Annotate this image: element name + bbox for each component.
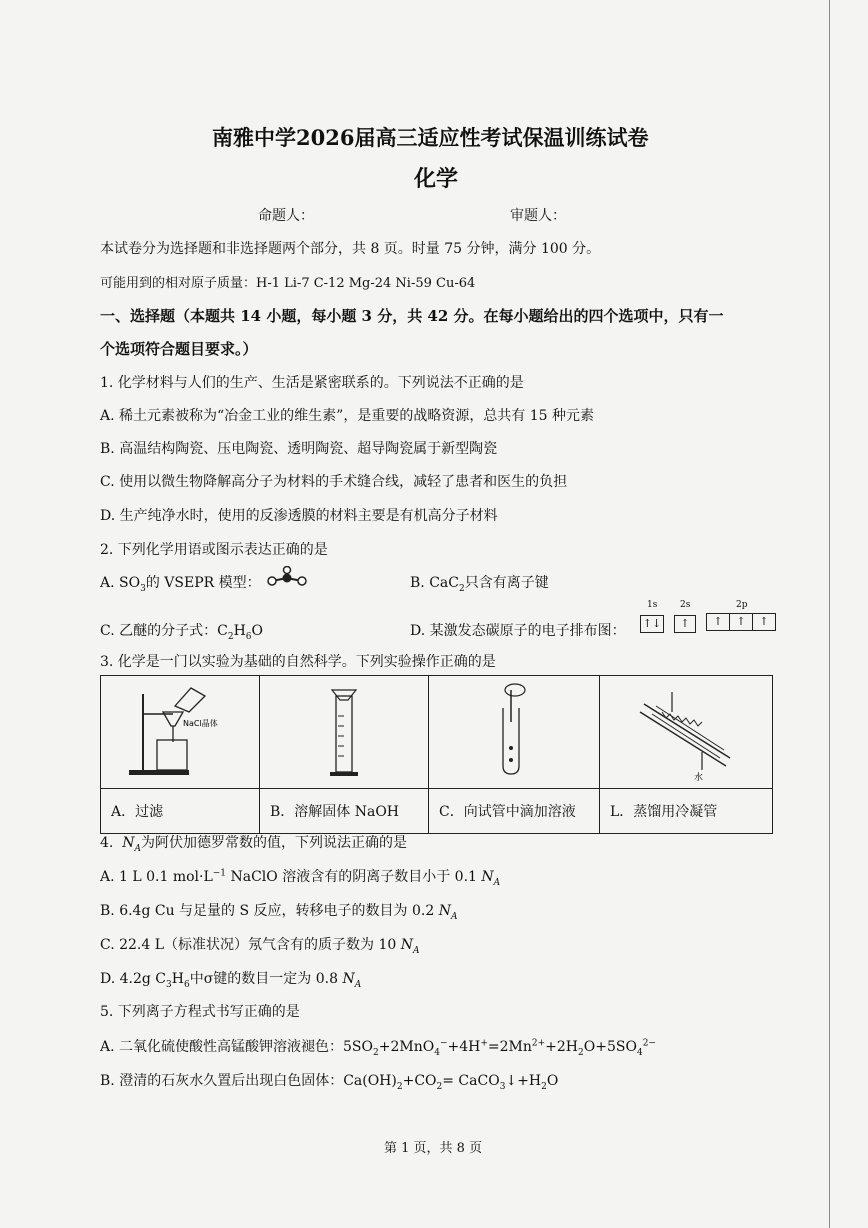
orbital-diagram (640, 600, 785, 640)
q5-option-a: A. 二氧化硫使酸性高锰酸钾溶液褪色：$5SO_2+2MnO_4^-+4H^+=2Mn^{2+}+2H_2O+5SO_4^{2-}$ (100, 1038, 656, 1058)
q4-option-d: D. 4.2g $C_3H_6$中σ键的数目一定为 0.8 $N_A$ (100, 971, 362, 990)
q1-option-c: C. 使用以微生物降解高分子为材料的手术缝合线，减轻了患者和医生的负担 (100, 474, 568, 490)
exam-title: 南雅中学2026届高三适应性考试保温训练试卷 (212, 125, 649, 150)
graduated-cylinder-icon (260, 676, 428, 784)
experiment-c-image (429, 676, 600, 789)
experiment-b-caption: B．溶解固体 NaOH (260, 789, 429, 834)
q5-stem: 5. 下列离子方程式书写正确的是 (100, 1004, 300, 1020)
q4-stem: 4. $N_A$为阿伏加德罗常数的值，下列说法正确的是 (100, 835, 408, 854)
atomic-mass-line: 可能用到的相对原子质量：H-1 Li-7 C-12 Mg-24 Ni-59 Cu-64 (100, 276, 476, 291)
water-label: 水 (694, 773, 704, 783)
q5-option-b: B. 澄清的石灰水久置后出现白色固体：$Ca(OH)_2+CO_2=$ $CaCO_3↓+H_2O$ (100, 1073, 559, 1092)
q2-stem: 2. 下列化学用语或图示表达正确的是 (100, 542, 328, 558)
q4-option-c: C. 22.4 L（标准状况）氖气含有的质子数为 10 $N_A$ (100, 937, 420, 956)
orbital-label-2s: 2s (680, 600, 691, 610)
orbital-box-2s: ↑ (674, 615, 696, 633)
subject-title: 化学 (414, 166, 459, 192)
q1-option-d: D. 生产纯净水时，使用的反渗透膜的材料主要是有机高分子材料 (100, 508, 498, 524)
q3-stem: 3. 化学是一门以实验为基础的自然科学。下列实验操作正确的是 (100, 654, 496, 670)
experiment-d-image (600, 676, 773, 789)
q2-option-b: B. CaC$_2$只含有离子键 (410, 575, 549, 594)
filtration-apparatus-icon (101, 676, 259, 784)
naci-crystal-label: NaCl晶体 (183, 719, 218, 728)
orbital-box-2p-1: ↑ (706, 613, 730, 631)
section-heading: 一、选择题（本题共 14 小题，每小题 3 分，共 42 分。在每小题给出的四个选项中，只有一 (100, 307, 724, 325)
experiment-d-caption: L．蒸馏用冷凝管 (600, 789, 773, 834)
orbital-box-2p-3: ↑ (753, 613, 776, 631)
vsepr-model-icon (264, 566, 310, 588)
section-heading-cont: 个选项符合题目要求。） (100, 340, 258, 358)
q4-option-a: A. 1 L 0.1 $mol\cdot L^{-1}$ NaClO 溶液含有的阴离子数目小于 0.1 $N_A$ (100, 868, 501, 888)
experiment-table (100, 675, 773, 834)
q2-option-d: D. 某激发态碳原子的电子排布图： (410, 623, 626, 639)
orbital-label-1s: 1s (647, 600, 658, 610)
experiment-c-caption: C．向试管中滴加溶液 (429, 789, 600, 834)
orbital-box-2p-2: ↑ (730, 613, 753, 631)
q1-option-a: A. 稀土元素被称为“冶金工业的维生素”，是重要的战略资源，总共有 15 种元素 (100, 408, 595, 424)
page-edge-line (829, 0, 830, 1228)
intro-line: 本试卷分为选择题和非选择题两个部分，共 8 页。时量 75 分钟，满分 100 分。 (100, 241, 601, 257)
orbital-label-2p: 2p (736, 600, 748, 610)
experiment-a-image (101, 676, 260, 789)
reviewer-label: 审题人： (510, 208, 566, 224)
q4-option-b: B. 6.4g Cu 与足量的 S 反应，转移电子的数目为 0.2 $N_A$ (100, 903, 458, 922)
test-tube-dropper-icon (429, 676, 599, 784)
page-number: 第 1 页，共 8 页 (384, 1141, 483, 1156)
q1-option-b: B. 高温结构陶瓷、压电陶瓷、透明陶瓷、超导陶瓷属于新型陶瓷 (100, 441, 498, 457)
q1-stem: 1. 化学材料与人们的生产、生活是紧密联系的。下列说法不正确的是 (100, 375, 524, 391)
setter-label: 命题人： (258, 208, 314, 224)
orbital-box-1s: ↑↓ (640, 615, 664, 633)
experiment-a-caption: A．过滤 (101, 789, 260, 834)
q2-option-c: C. 乙醚的分子式：$C_2H_6O$ (100, 623, 263, 642)
experiment-b-image (260, 676, 429, 789)
q2-option-a: A. $SO_3$的 VSEPR 模型： (100, 575, 261, 594)
condenser-tube-icon (600, 676, 772, 784)
